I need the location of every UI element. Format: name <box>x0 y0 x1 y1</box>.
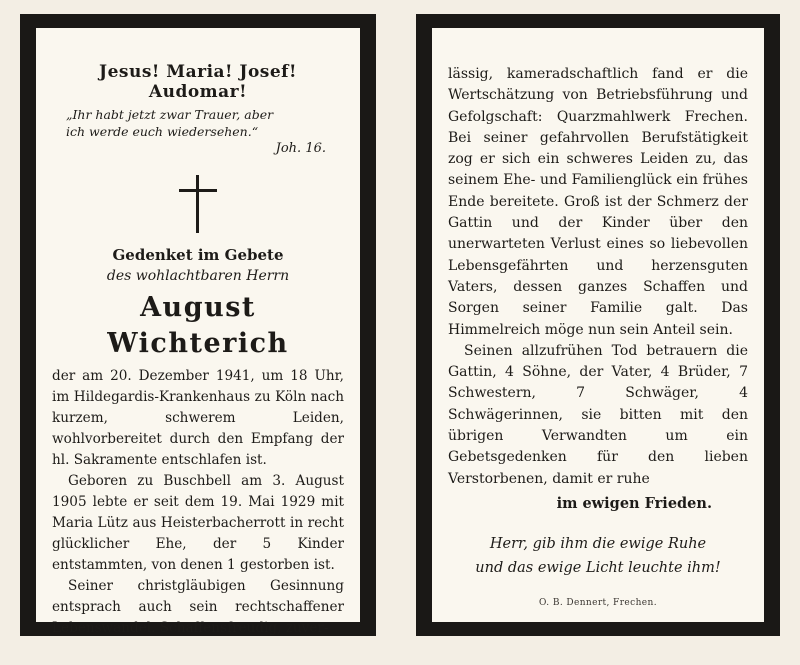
character-paragraph: Seiner christgläubigen Gesinnung entsprach auch sein rechtschaffener Lebenswandel. Schaffensfreudig, zuver- <box>52 578 344 636</box>
bible-quote <box>52 106 344 140</box>
quote-line-2: ich werde euch wiedersehen.“ <box>66 124 259 139</box>
closing-prayer <box>448 532 748 580</box>
cross-icon <box>179 175 217 233</box>
right-card-page <box>432 28 764 622</box>
quote-reference: Joh. 16. <box>275 141 326 156</box>
remember-heading: Gedenket im Gebete <box>112 246 284 264</box>
deceased-name: August Wichterich <box>107 292 289 359</box>
right-body-text <box>448 64 748 490</box>
invocation-heading: Jesus! Maria! Josef! Audomar! <box>99 62 297 102</box>
left-body-text <box>52 366 344 639</box>
mourners-paragraph: Seinen allzufrühen Tod betrauern die Gattin, 4 Söhne, der Vater, 4 Brüder, 7 Schwestern, 7 Schwäger, 4 Schwägerinnen, sie bitten mit den übrigen Verwandten um ein Gebetsgedenken für den lieben Verstorbenen, damit er ruhe <box>448 342 748 487</box>
life-paragraph: Geboren zu Buschbell am 3. August 1905 lebte er seit dem 19. Mai 1929 mit Maria Lütz aus Heisterbacherrott in recht glücklicher Ehe, der 5 Kinder entstammten, von denen 1 gestorben ist. <box>52 473 344 573</box>
eternal-peace-line: im ewigen Frieden. <box>556 494 712 512</box>
right-card-border <box>416 14 780 636</box>
quote-line-1: „Ihr habt jetzt zwar Trauer, aber <box>66 107 274 122</box>
honorific-line: des wohlachtbaren Herrn <box>106 268 290 284</box>
left-card-border <box>20 14 376 636</box>
printer-imprint: O. B. Dennert, Frechen. <box>539 597 657 608</box>
left-card-page <box>36 28 360 636</box>
prayer-line-2: und das ewige Licht leuchte ihm! <box>475 559 721 576</box>
work-paragraph: lässig, kameradschaftlich fand er die Wertschätzung von Betriebsführung und Gefolgschaft: Quarzmahlwerk Frechen. Bei seiner gefahrvollen Berufstätigkeit zog er sich ein schweres Leiden zu, das seinem Ehe- und Familienglück ein frühes Ende bereitete. Groß ist der Schmerz der Gattin und der Kinder über den unerwarteten Verlust eines so liebevollen Lebensgefährten und herzensguten Vaters, dessen ganzes Schaffen und Sorgen seiner Familie galt. Das Himmelreich möge nun sein Anteil sein. <box>448 66 748 338</box>
death-paragraph: der am 20. Dezember 1941, um 18 Uhr, im Hildegardis-Krankenhaus zu Köln nach kurzem, schwerem Leiden, wohlvorbereitet durch den Empfang der hl. Sakramente entschlafen ist. <box>52 368 344 468</box>
prayer-line-1: Herr, gib ihm die ewige Ruhe <box>489 535 707 552</box>
